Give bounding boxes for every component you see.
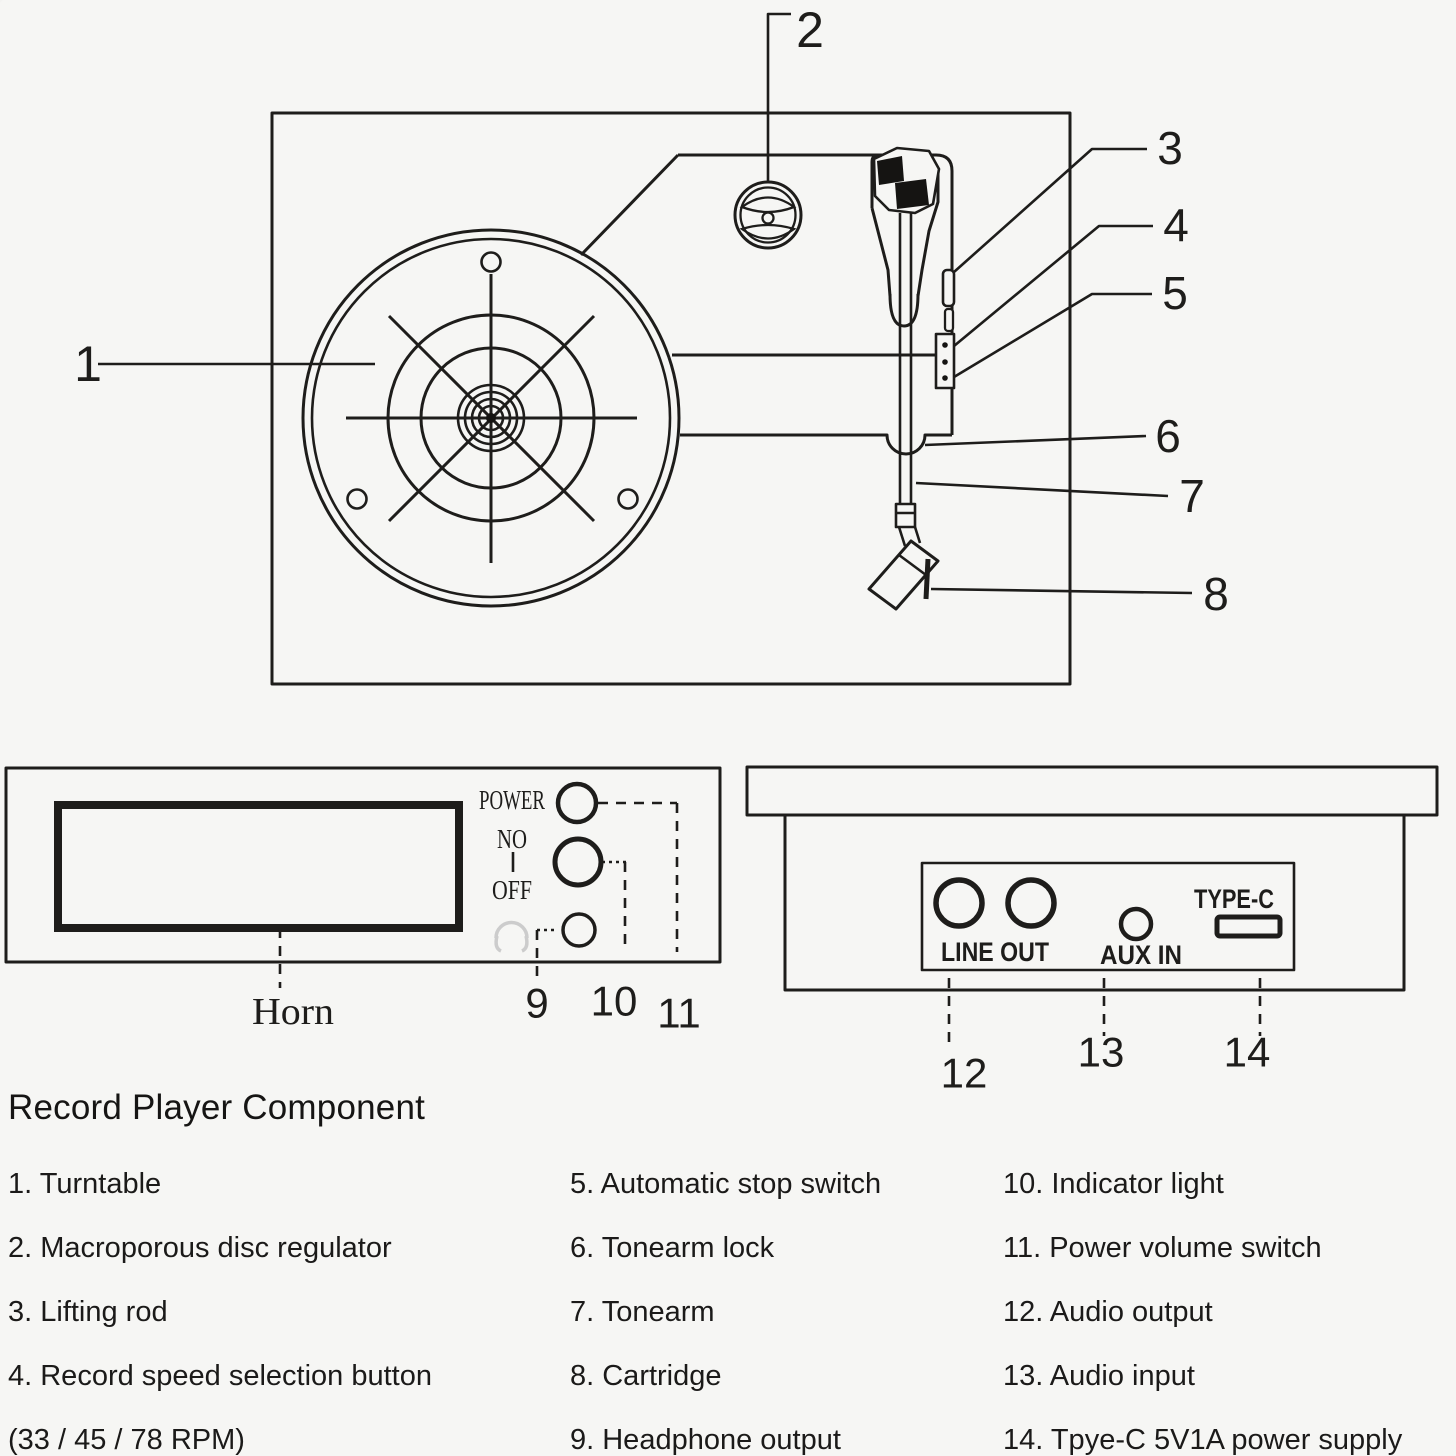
horn-label: Horn (252, 991, 334, 1033)
legend-item-disc-regulator: 2. Macroporous disc regulator (8, 1231, 392, 1264)
legend-column-3 (1003, 1152, 1456, 1456)
callout-9: 9 (525, 979, 549, 1027)
legend-item-lifting-rod: 3. Lifting rod (8, 1295, 168, 1328)
type-c-label: TYPE-C (1194, 884, 1274, 914)
tonearm-joint (896, 504, 920, 546)
horn-speaker-grille (58, 805, 459, 928)
callout-1: 1 (74, 336, 102, 392)
speed-selector-switch (936, 334, 954, 388)
callout-13: 13 (1077, 1028, 1125, 1076)
line-out-label: LINE OUT (941, 937, 1050, 967)
legend-column-1 (8, 1152, 548, 1456)
legend-column-2 (570, 1152, 990, 1456)
callout-3: 3 (1157, 122, 1183, 174)
on-label: NO (497, 824, 527, 854)
top-view-outline (272, 113, 1070, 684)
callout-7: 7 (1179, 470, 1205, 522)
legend-item-speed-rpm: (33 / 45 / 78 RPM) (8, 1423, 245, 1456)
legend-title: Record Player Component (8, 1088, 426, 1127)
legend-item-headphone-output: 9. Headphone output (570, 1423, 841, 1456)
back-panel-view (747, 767, 1437, 1097)
callout-10: 10 (590, 977, 638, 1025)
front-panel-leaders (280, 803, 677, 988)
back-panel-body (785, 815, 1404, 990)
front-panel-outline (6, 768, 720, 962)
power-volume-knob (555, 839, 601, 885)
power-indicator-light (558, 784, 596, 822)
callout-lines (98, 14, 1192, 593)
disc-regulator-knob (735, 182, 801, 248)
stylus-needle (926, 559, 928, 599)
headphone-icon (496, 923, 527, 952)
headphone-jack (563, 914, 595, 946)
legend-item-cartridge: 8. Cartridge (570, 1359, 722, 1392)
callout-8: 8 (1203, 568, 1229, 620)
legend-item-audio-input: 13. Audio input (1003, 1359, 1195, 1392)
tonearm-assembly (869, 148, 939, 609)
lifting-rod (943, 270, 954, 331)
callout-11: 11 (657, 989, 701, 1037)
line-out-right-jack (1008, 880, 1054, 926)
front-panel-view (6, 768, 720, 1037)
legend-item-power-volume: 11. Power volume switch (1003, 1231, 1322, 1264)
legend-item-speed-selection: 4. Record speed selection button (8, 1359, 432, 1392)
callout-4: 4 (1163, 199, 1189, 251)
legend-item-power-supply: 14. Tpye-C 5V1A power supply (1003, 1423, 1403, 1456)
legend-item-auto-stop: 5. Automatic stop switch (570, 1167, 882, 1200)
power-label: POWER (479, 785, 545, 815)
callout-5: 5 (1162, 267, 1188, 319)
callout-2: 2 (796, 2, 824, 58)
legend-item-audio-output: 12. Audio output (1003, 1295, 1213, 1328)
off-label: OFF (492, 875, 532, 905)
legend-item-indicator-light: 10. Indicator light (1003, 1167, 1224, 1200)
tonearm-counterweight (874, 148, 939, 213)
legend-item-tonearm: 7. Tonearm (570, 1295, 715, 1328)
aux-in-jack (1121, 909, 1151, 939)
callout-12: 12 (940, 1049, 988, 1097)
aux-in-label: AUX IN (1100, 940, 1182, 970)
cartridge (869, 541, 938, 609)
type-c-port (1217, 917, 1280, 936)
back-panel-top-bar (747, 767, 1437, 815)
turntable-platter (303, 230, 679, 606)
legend-item-turntable: 1. Turntable (8, 1167, 162, 1200)
callout-14: 14 (1223, 1028, 1271, 1076)
legend-item-tonearm-lock: 6. Tonearm lock (570, 1231, 775, 1264)
line-out-left-jack (936, 880, 982, 926)
callout-6: 6 (1155, 410, 1181, 462)
top-view-diagram (74, 2, 1229, 684)
